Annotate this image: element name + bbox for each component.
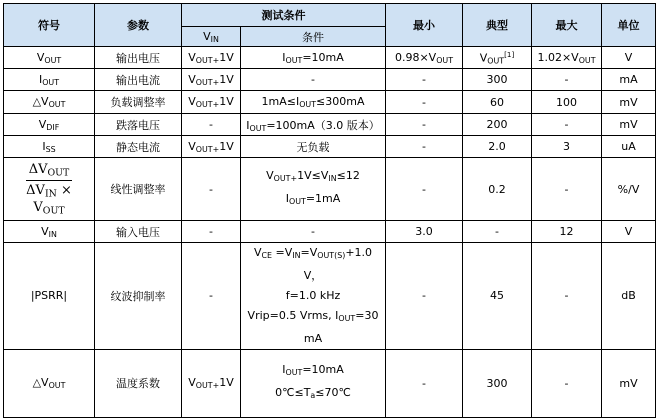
cell-min: - [386, 114, 463, 136]
cell-parameter: 输出电流 [95, 69, 182, 91]
cell-parameter: 温度系数 [95, 349, 182, 417]
cell-parameter: 跌落电压 [95, 114, 182, 136]
cell-max: $1.02\times V_{OUT}$ [532, 47, 602, 69]
table-row [4, 114, 656, 136]
cell-vin: $V_{OUT+}1V$ [182, 349, 241, 417]
cell-unit: %/V [602, 158, 656, 221]
cell-max: - [532, 69, 602, 91]
cell-condition: $1mA\le I_{OUT}\le 300mA$ [241, 91, 386, 114]
cell-condition: - [241, 69, 386, 91]
cell-symbol: |PSRR| [4, 243, 95, 350]
header-parameter: 参数 [95, 4, 182, 47]
cell-condition: $V_{OUT+}1V\le V_{IN}\le 12$ $I_{OUT}=1mA$ [241, 158, 386, 221]
header-typ: 典型 [463, 4, 532, 47]
table-row [4, 47, 656, 69]
cell-parameter: 输入电压 [95, 221, 182, 243]
cell-condition: 无负载 [241, 136, 386, 158]
cell-vin: - [182, 114, 241, 136]
cell-condition: $I_{OUT}=100mA(3.0$ 版本） [241, 114, 386, 136]
cell-condition: $I_{OUT}=10mA$ [241, 47, 386, 69]
cell-parameter: 负载调整率 [95, 91, 182, 114]
cell-max: 12 [532, 221, 602, 243]
cell-typ: 300 [463, 349, 532, 417]
header-test-conditions: 测试条件 [182, 4, 386, 27]
fraction-denominator: $\Delta V_{IN} \times V_{OUT}$ [26, 183, 72, 216]
cell-vin: $V_{OUT+}1V$ [182, 69, 241, 91]
cell-parameter: 线性调整率 [95, 158, 182, 221]
cell-min: - [386, 91, 463, 114]
table-row [4, 69, 656, 91]
table-row [4, 349, 656, 417]
cell-typ: 200 [463, 114, 532, 136]
cell-vin: - [182, 243, 241, 350]
cell-typ: 300 [463, 69, 532, 91]
table-row [4, 221, 656, 243]
cell-vin: - [182, 158, 241, 221]
line-regulation-fraction [6, 162, 92, 216]
cell-condition: $V_{CE} =V_{IN}=V_{OUT(S)}+1.0$ V， f=1.0 kHz Vrip=0.5 Vrms, $I_{OUT}=30$ mA [241, 243, 386, 350]
cell-symbol [4, 158, 95, 221]
header-symbol: 符号 [4, 4, 95, 47]
cell-min: 3.0 [386, 221, 463, 243]
cell-max: - [532, 158, 602, 221]
cell-symbol: $\triangle V_{OUT}$ [4, 349, 95, 417]
cell-symbol: $V_{IN}$ [4, 221, 95, 243]
cell-vin: $V_{OUT+}1V$ [182, 47, 241, 69]
cell-min: - [386, 349, 463, 417]
cell-vin: - [182, 221, 241, 243]
cell-min: - [386, 136, 463, 158]
cell-unit: uA [602, 136, 656, 158]
cell-unit: dB [602, 243, 656, 350]
header-min: 最小 [386, 4, 463, 47]
cell-parameter: 纹波抑制率 [95, 243, 182, 350]
table-row [4, 91, 656, 114]
fraction-numerator: $\Delta V_{OUT}$ [26, 162, 73, 181]
cell-min: - [386, 158, 463, 221]
cell-typ: - [463, 221, 532, 243]
cell-typ: 45 [463, 243, 532, 350]
cell-symbol: $V_{OUT}$ [4, 47, 95, 69]
header-unit: 单位 [602, 4, 656, 47]
cell-symbol: $V_{DIF}$ [4, 114, 95, 136]
cell-typ: 2.0 [463, 136, 532, 158]
cell-vin: $V_{OUT+}1V$ [182, 91, 241, 114]
cell-max: 3 [532, 136, 602, 158]
cell-symbol: $I_{OUT}$ [4, 69, 95, 91]
cell-parameter: 静态电流 [95, 136, 182, 158]
cell-min: $0.98\times V_{OUT}$ [386, 47, 463, 69]
cell-max: 100 [532, 91, 602, 114]
cell-unit: mV [602, 91, 656, 114]
cell-symbol: $I_{SS}$ [4, 136, 95, 158]
cell-unit: mV [602, 349, 656, 417]
spec-table [3, 3, 656, 418]
table-row [4, 158, 656, 221]
cell-unit: mV [602, 114, 656, 136]
cell-condition: $I_{OUT}=10mA$ $0℃\le T_a\le 70℃$ [241, 349, 386, 417]
cell-unit: V [602, 47, 656, 69]
cell-typ: 0.2 [463, 158, 532, 221]
cell-min: - [386, 243, 463, 350]
cell-condition: - [241, 221, 386, 243]
header-vin: $V_{IN}$ [182, 27, 241, 47]
cell-typ: $V_{OUT}[1]$ [463, 47, 532, 69]
cell-unit: mA [602, 69, 656, 91]
cell-unit: V [602, 221, 656, 243]
cell-parameter: 输出电压 [95, 47, 182, 69]
table-row [4, 243, 656, 350]
cell-max: - [532, 243, 602, 350]
cell-vin: $V_{OUT+}1V$ [182, 136, 241, 158]
cell-min: - [386, 69, 463, 91]
header-max: 最大 [532, 4, 602, 47]
table-row [4, 136, 656, 158]
cell-max: - [532, 114, 602, 136]
header-condition: 条件 [241, 27, 386, 47]
cell-symbol: $\triangle V_{OUT}$ [4, 91, 95, 114]
cell-typ: 60 [463, 91, 532, 114]
cell-max: - [532, 349, 602, 417]
